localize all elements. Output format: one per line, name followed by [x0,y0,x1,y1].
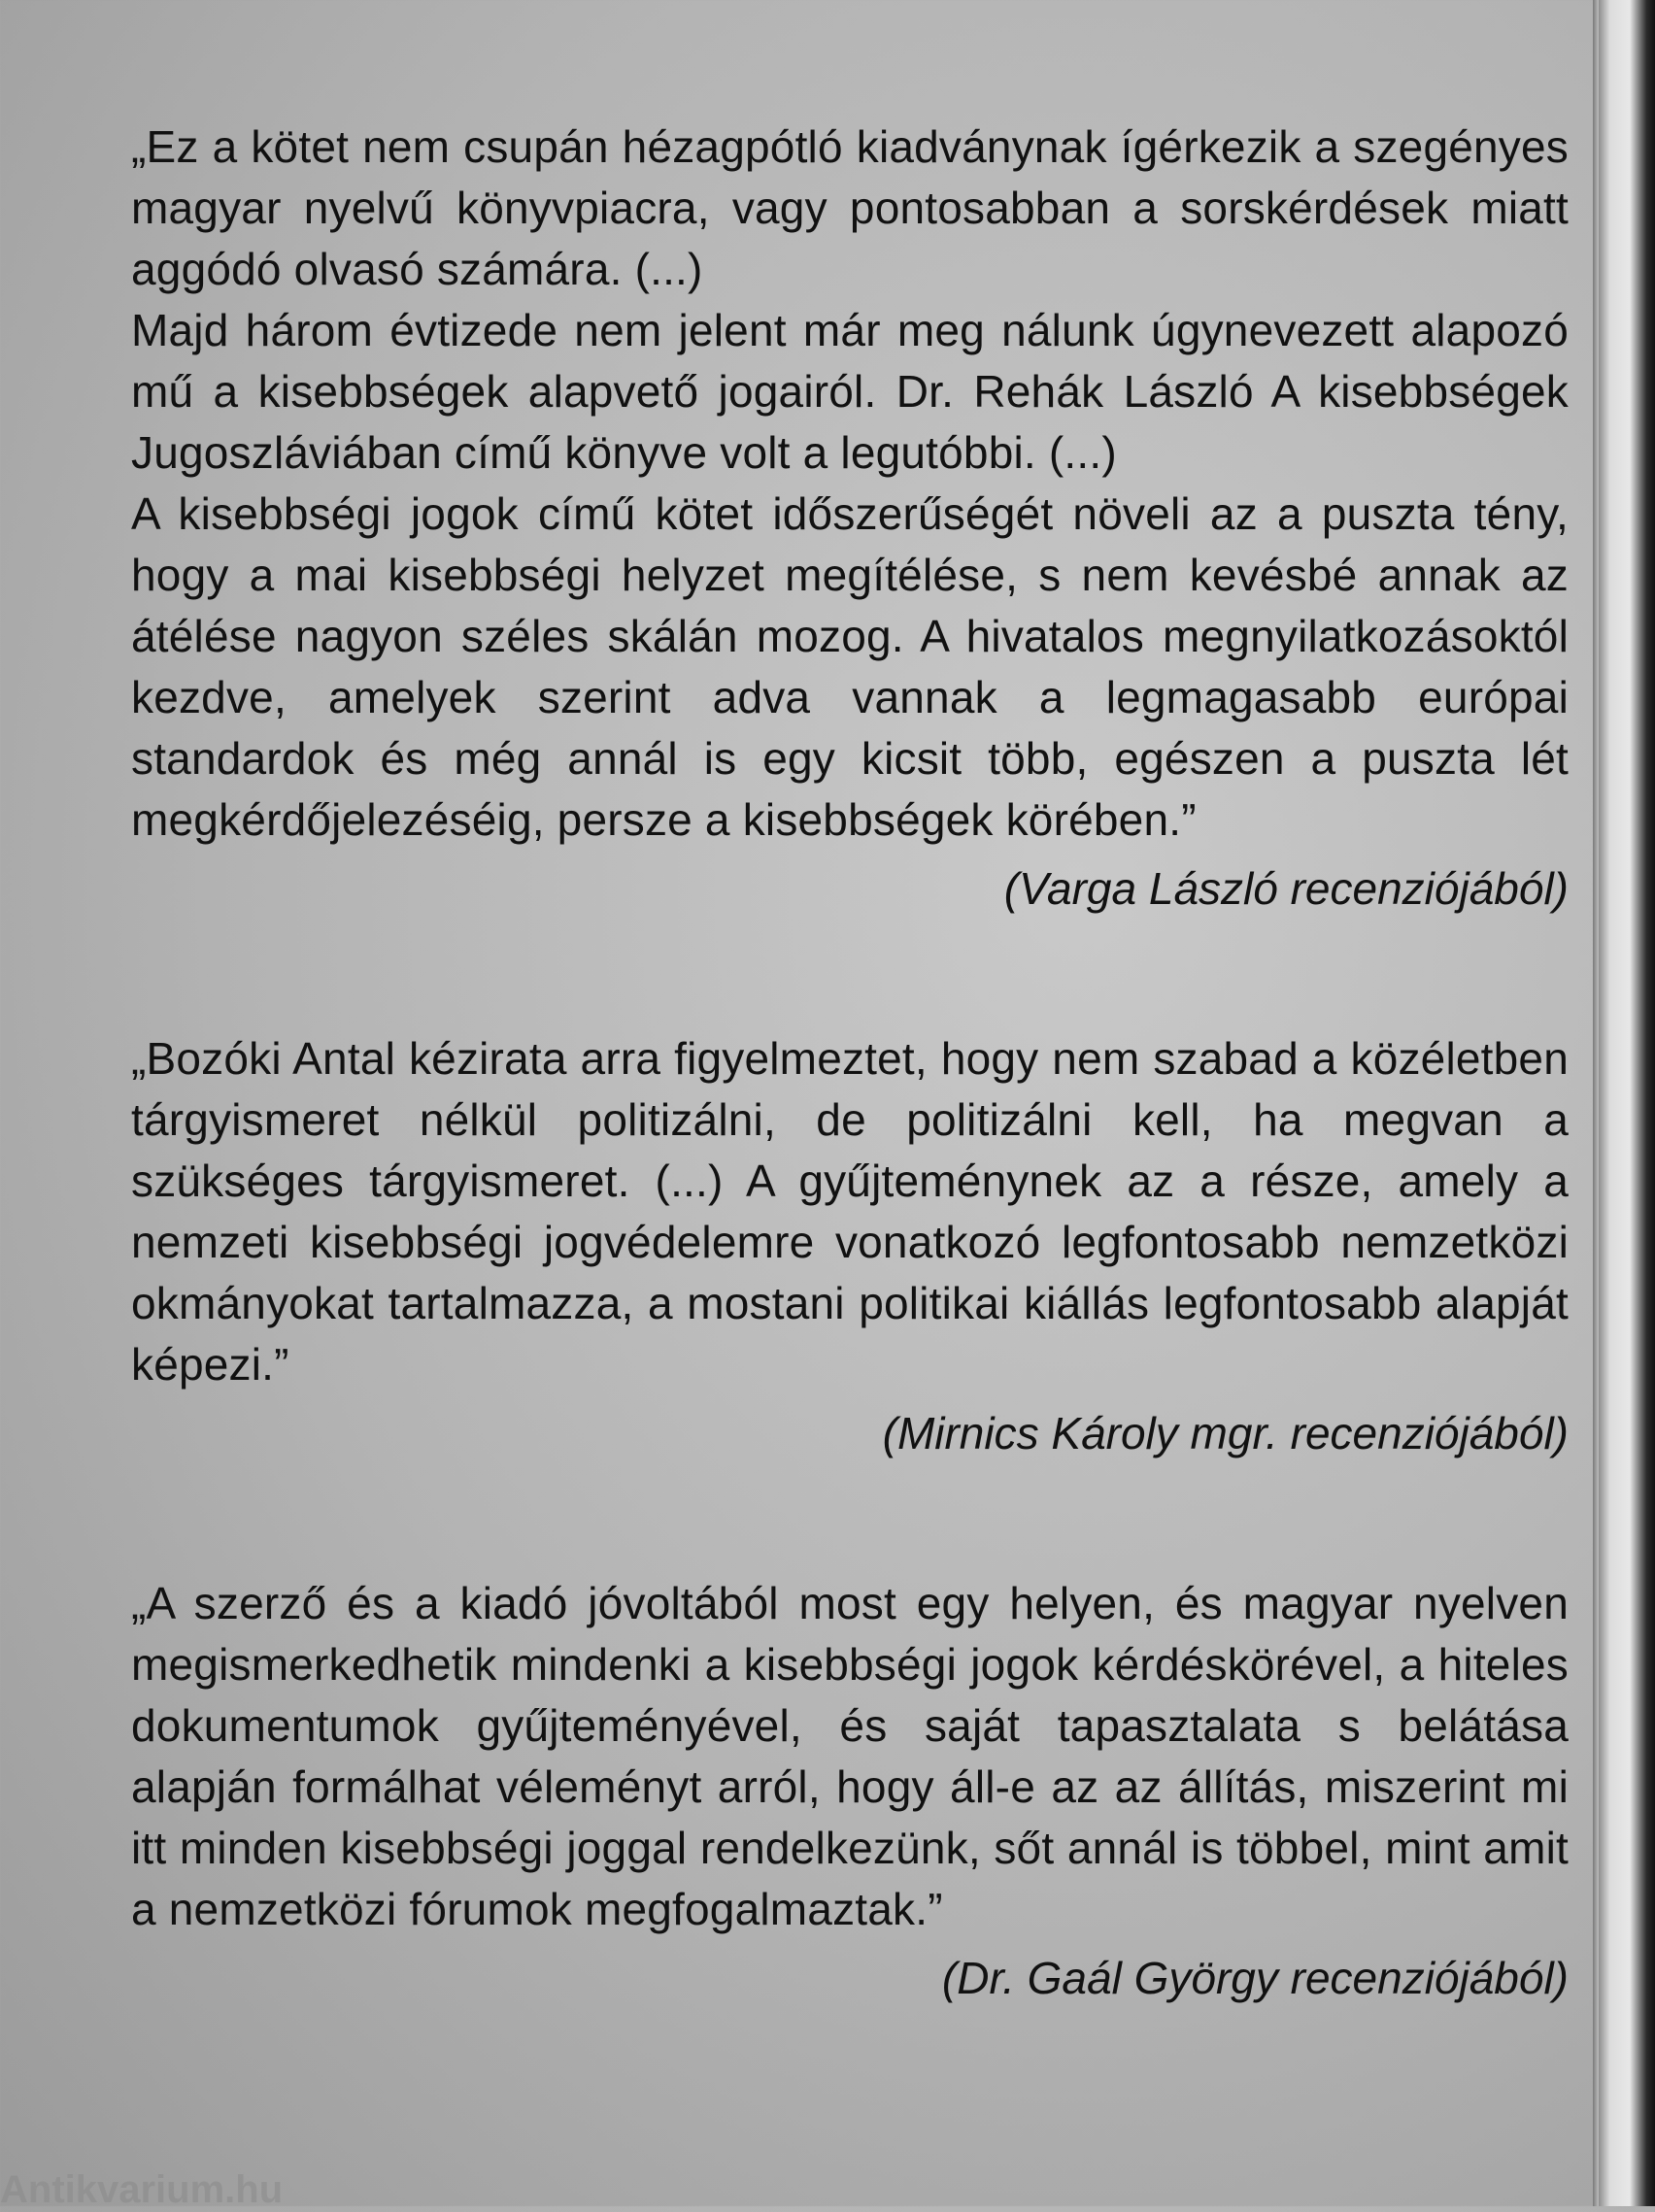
review-quote [131,1573,1569,1940]
quote-paragraph: „Ez a kötet nem csupán hézagpótló kiadványnak ígérkezik a szegényes magyar nyelvű könyvpiacra, vagy pontosabban a sorskérdések miatt aggódó olvasó számára. (...) [131,121,1569,294]
review-gaal [131,1573,1569,2009]
review-mirnics [131,1028,1569,1464]
quote-paragraph: „Bozóki Antal kézirata arra figyelmeztet, hogy nem szabad a közéletben tárgyismeret nélkül politizálni, de politizálni kell, ha megvan a szükséges tárgyismeret. (...) A gyűjteménynek az a része, amely a nemzeti kisebbségi jogvédelemre vonatkozó legfontosabb nemzetközi okmányokat tartalmazza, a mostani politikai kiállás legfontosabb alapját képezi.” [131,1033,1569,1390]
review-attribution: (Mirnics Károly mgr. recenziójából) [882,1408,1569,1458]
review-attribution: (Varga László recenziójából) [1003,863,1569,914]
review-quote [131,1028,1569,1395]
review-varga [131,117,1569,920]
back-cover-text [131,117,1569,2009]
review-attribution: (Dr. Gaál György recenziójából) [941,1953,1569,2003]
footer-watermark-text: Antikvarium.hu [0,2168,284,2211]
quote-paragraph: A kisebbségi jogok című kötet időszerűségét növeli az a puszta tény, hogy a mai kisebbségi helyzet megítélése, s nem kevésbé annak az átélése nagyon széles skálán mozog. A hivatalos megnyilatkozásoktól kezdve, amelyek szerint adva vannak a legmagasabb európai standardok és még annál is egy kicsit több, egészen a puszta lét megkérdőjelezéséig, persze a kisebbségek körében.” [131,488,1569,845]
page-spine [1599,0,1655,2206]
quote-paragraph: „A szerző és a kiadó jóvoltából most egy helyen, és magyar nyelven megismerkedhetik mindenki a kisebbségi jogok kérdéskörével, a hiteles dokumentumok gyűjteményével, és saját tapasztalata s belátása alapján formálhat véleményt arról, hogy áll-e az az állítás, miszerint mi itt minden kisebbségi joggal rendelkezünk, sőt annál is többel, mint amit a nemzetközi fórumok megfogalmaztak.” [131,1578,1569,1934]
quote-paragraph: Majd három évtizede nem jelent már meg nálunk úgynevezett alapozó mű a kisebbségek alapvető jogairól. Dr. Rehák László A kisebbségek Jugoszláviában című könyve volt a legutóbbi. (...) [131,305,1569,478]
review-quote [131,117,1569,851]
